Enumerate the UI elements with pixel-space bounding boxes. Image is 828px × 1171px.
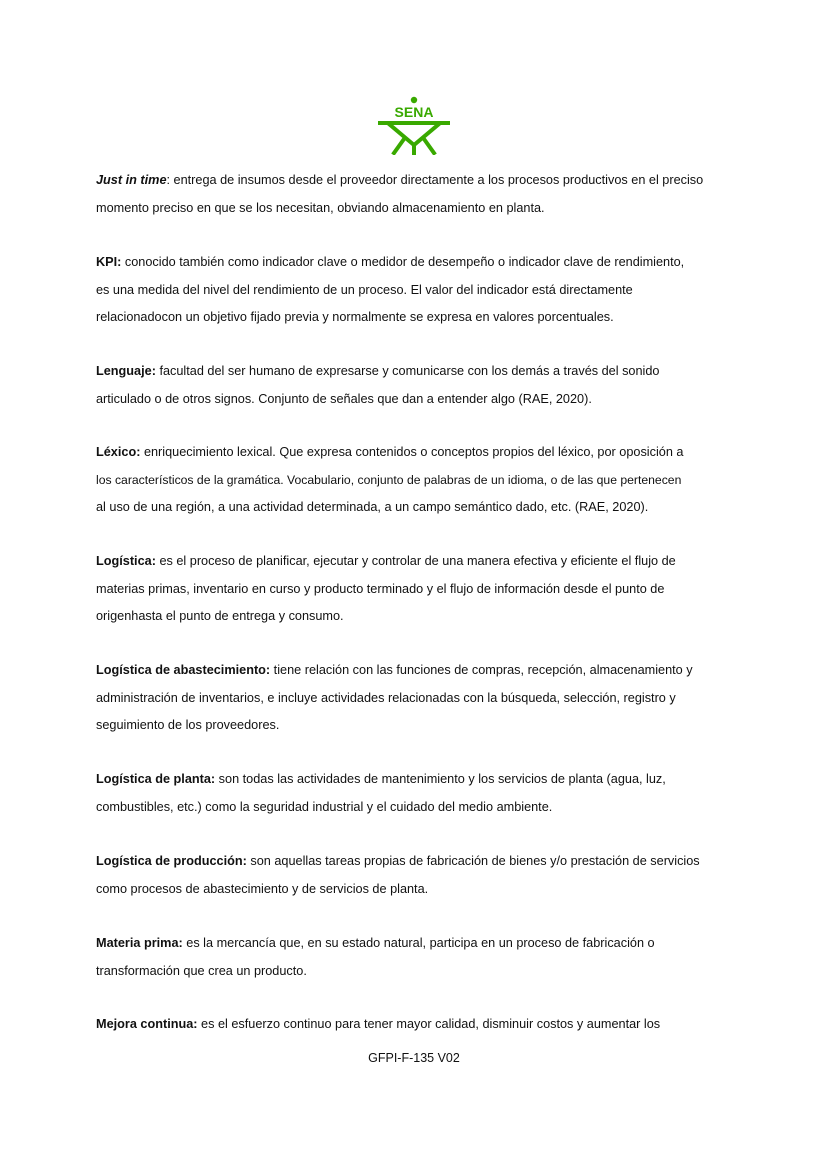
- glossary-entry-lenguaje: [96, 358, 659, 413]
- definition-text: es la mercancía que, en su estado natural, participa en un proceso de fabricación o: [182, 936, 655, 950]
- definition-text: son aquellas tareas propias de fabricación de bienes y/o prestación de servicios: [246, 854, 700, 868]
- definition-text: los característicos de la gramática. Vocabulario, conjunto de palabras de un idioma, o de las que pertenecen: [96, 472, 682, 487]
- definition-text: es el proceso de planificar, ejecutar y controlar de una manera efectiva y eficiente el flujo de: [155, 554, 676, 568]
- definition-text: facultad del ser humano de expresarse y comunicarse con los demás a través del sonido: [155, 364, 660, 378]
- definition-text: articulado o de otros signos. Conjunto de señales que dan a entender algo (RAE, 2020).: [96, 391, 592, 406]
- entry-line: [96, 848, 700, 876]
- term: Léxico:: [96, 445, 141, 459]
- definition-text: tiene relación con las funciones de compras, recepción, almacenamiento y: [270, 663, 693, 677]
- glossary-entry-just-in-time: [96, 167, 703, 222]
- definition-text: al uso de una región, a una actividad determinada, a un campo semántico dado, etc. (RAE, 2020).: [96, 500, 649, 514]
- glossary-entry-logistica-produccion: [96, 848, 700, 903]
- definition-text: transformación que crea un producto.: [96, 963, 307, 978]
- glossary-entry-materia-prima: [96, 930, 655, 985]
- entry-line: [96, 548, 676, 576]
- sena-logo-text: SENA: [394, 104, 434, 120]
- term: Logística de abastecimiento:: [96, 663, 271, 677]
- sena-logo: [376, 95, 452, 155]
- sena-logo-icon: [376, 95, 452, 155]
- definition-text: administración de inventarios, e incluye actividades relacionadas con la búsqueda, selección, registro y: [96, 690, 676, 705]
- definition-text: combustibles, etc.) como la seguridad industrial y el cuidado del medio ambiente.: [96, 799, 553, 814]
- definition-text: materias primas, inventario en curso y producto terminado y el flujo de información desde el punto de: [96, 581, 665, 596]
- definition-text: es el esfuerzo continuo para tener mayor calidad, disminuir costos y aumentar los: [197, 1017, 661, 1031]
- definition-text: conocido también como indicador clave o medidor de desempeño o indicador clave de rendimiento,: [121, 255, 685, 269]
- entry-line: [96, 657, 693, 685]
- glossary-entry-logistica-abastecimiento: [96, 657, 693, 740]
- definition-text: origenhasta el punto de entrega y consumo.: [96, 609, 344, 623]
- glossary-entry-lexico: [96, 439, 683, 522]
- definition-text: enriquecimiento lexical. Que expresa contenidos o conceptos propios del léxico, por oposición a: [140, 445, 684, 459]
- definition-text: seguimiento de los proveedores.: [96, 718, 280, 732]
- term: Logística:: [96, 554, 156, 568]
- entry-line: [96, 439, 683, 467]
- definition-text: : entrega de insumos desde el proveedor directamente a los procesos productivos en el preciso: [166, 173, 704, 187]
- term: Logística de producción:: [96, 854, 247, 868]
- entry-line: [96, 358, 659, 386]
- term: Logística de planta:: [96, 772, 216, 786]
- term: Lenguaje:: [96, 364, 156, 378]
- definition-text: como procesos de abastecimiento y de servicios de planta.: [96, 881, 429, 896]
- definition-text: momento preciso en que se los necesitan, obviando almacenamiento en planta.: [96, 200, 545, 215]
- term: Mejora continua:: [96, 1017, 198, 1031]
- entry-line: [96, 930, 655, 958]
- definition-text: es una medida del nivel del rendimiento de un proceso. El valor del indicador está directamente: [96, 282, 633, 297]
- glossary-entry-logistica-planta: [96, 766, 666, 821]
- document-footer-code: GFPI-F-135 V02: [368, 1051, 460, 1065]
- glossary-entry-kpi: [96, 249, 684, 332]
- entry-line: [96, 1011, 660, 1039]
- glossary-entry-mejora-continua: [96, 1011, 660, 1039]
- entry-line: [96, 249, 684, 277]
- term: Just in time: [96, 173, 167, 187]
- term: Materia prima:: [96, 936, 183, 950]
- definition-text: relacionadocon un objetivo fijado previa y normalmente se expresa en valores porcentuales.: [96, 310, 614, 324]
- definition-text: son todas las actividades de mantenimiento y los servicios de planta (agua, luz,: [215, 772, 666, 786]
- entry-line: [96, 766, 666, 794]
- glossary-entry-logistica: [96, 548, 676, 631]
- term: KPI:: [96, 255, 122, 269]
- entry-line: [96, 167, 703, 195]
